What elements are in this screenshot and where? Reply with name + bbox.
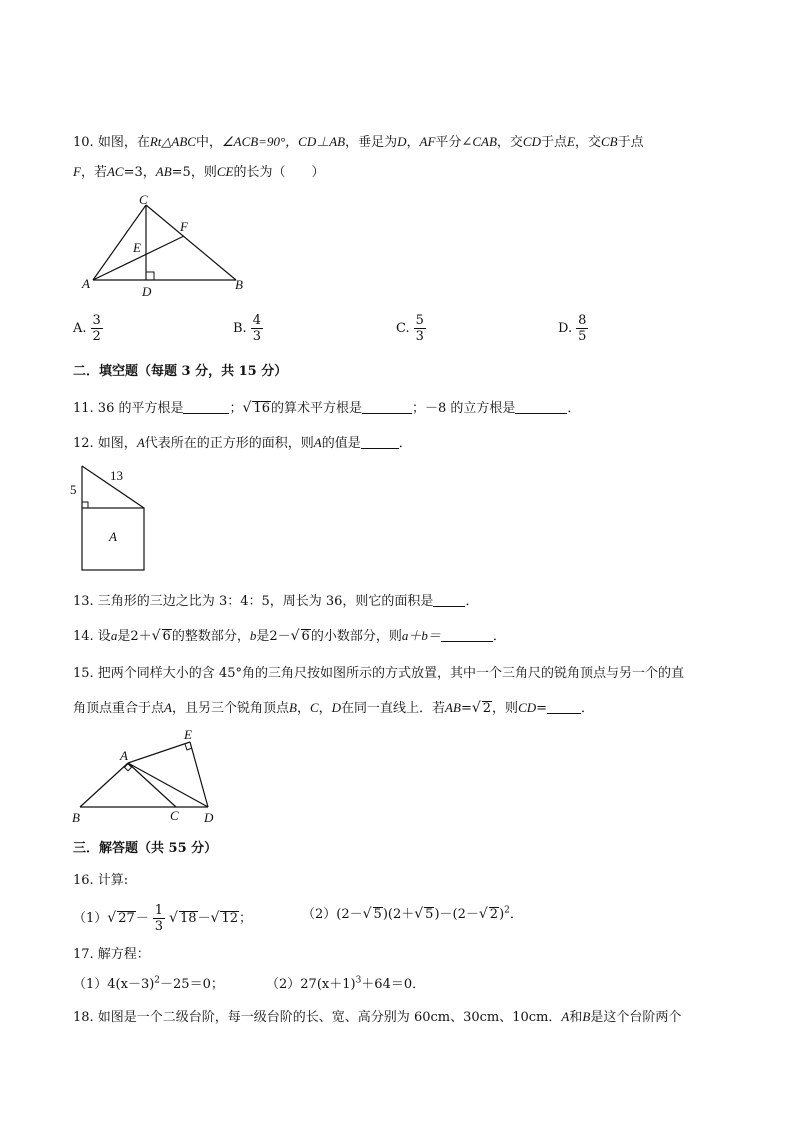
section-3-heading: 三．解答题（共 55 分） bbox=[73, 841, 218, 856]
label-D: D bbox=[204, 810, 214, 825]
option-d[interactable]: D. $\frac{8}{5}$ bbox=[558, 313, 587, 344]
q12: 12. 如图，A代表所在的正方形的面积，则A的值是 ． bbox=[73, 435, 412, 451]
label-B: B bbox=[235, 277, 243, 292]
q15-line1: 15. 把两个同样大小的含 45°角的三角尺按如图所示的方式放置，其中一个三角尺的锐角顶点与另一个的直 bbox=[73, 666, 684, 681]
q18: 18. 如图是一个二级台阶，每一级台阶的长、宽、高分别为 60cm、30cm、10cm．A和B是这个台阶两个 bbox=[73, 1009, 682, 1025]
q15-line2: 角顶点重合于点A，且另三个锐角顶点B，C，D在同一直线上．若AB=√ 2，则CD= ． bbox=[73, 700, 595, 716]
label-D: D bbox=[142, 284, 152, 299]
q10-line2: F，若AC=3，AB=5，则CE的长为（ ） bbox=[73, 164, 325, 180]
label-A: A bbox=[82, 276, 90, 291]
q16-part2: （2）(2－√ 5)(2＋√ 5)－(2－√ 2)$^2$． bbox=[302, 905, 523, 922]
q16-title: 16. 计算: bbox=[73, 873, 129, 888]
q17-part1: $(1)4(x-3)^2-25=0$； bbox=[73, 975, 224, 992]
q16-part1: （1）√ 27－ $\frac{1}{3}$ √ 18－√ 12； bbox=[73, 903, 253, 934]
label-square-A: A bbox=[109, 529, 117, 544]
q17-part2: $(2)27(x+1)^3+64=0$． bbox=[266, 975, 426, 992]
label-C: C bbox=[170, 808, 179, 823]
option-a[interactable]: A. $\frac{3}{2}$ bbox=[73, 313, 101, 344]
q15-triangles-figure bbox=[68, 726, 228, 826]
label-F: F bbox=[180, 219, 188, 234]
label-B: B bbox=[72, 810, 80, 825]
q10-line1: 10. 如图，在Rt△ABC中，∠ACB=90°，CD⊥AB，垂足为D，AF平分∠CAB，交CD于点E，交CB于点 bbox=[73, 134, 644, 150]
option-b[interactable]: B. $\frac{4}{3}$ bbox=[233, 313, 261, 344]
option-c[interactable]: C. $\frac{5}{3}$ bbox=[396, 313, 424, 344]
q12-square-figure bbox=[66, 462, 156, 572]
q17-title: 17. 解方程： bbox=[73, 947, 150, 962]
label-13: 13 bbox=[110, 468, 123, 483]
label-E: E bbox=[184, 727, 192, 742]
q13: 13. 三角形的三边之比为 3：4：5，周长为 36，则它的面积是 ． bbox=[73, 594, 479, 609]
q11: 11. 36 的平方根是 ；√ 16的算术平方根是 ；－8 的立方根是 ． bbox=[73, 400, 581, 416]
q10-triangle-figure bbox=[78, 190, 258, 302]
label-C: C bbox=[139, 192, 148, 207]
q14: 14. 设a是2＋√ 6的整数部分，b是2－√ 6的小数部分，则a＋b＝ ． bbox=[73, 628, 506, 644]
section-2-heading: 二．填空题（每题 3 分，共 15 分） bbox=[73, 364, 288, 379]
label-E: E bbox=[133, 240, 141, 255]
label-A: A bbox=[120, 748, 128, 763]
label-5: 5 bbox=[70, 482, 77, 497]
